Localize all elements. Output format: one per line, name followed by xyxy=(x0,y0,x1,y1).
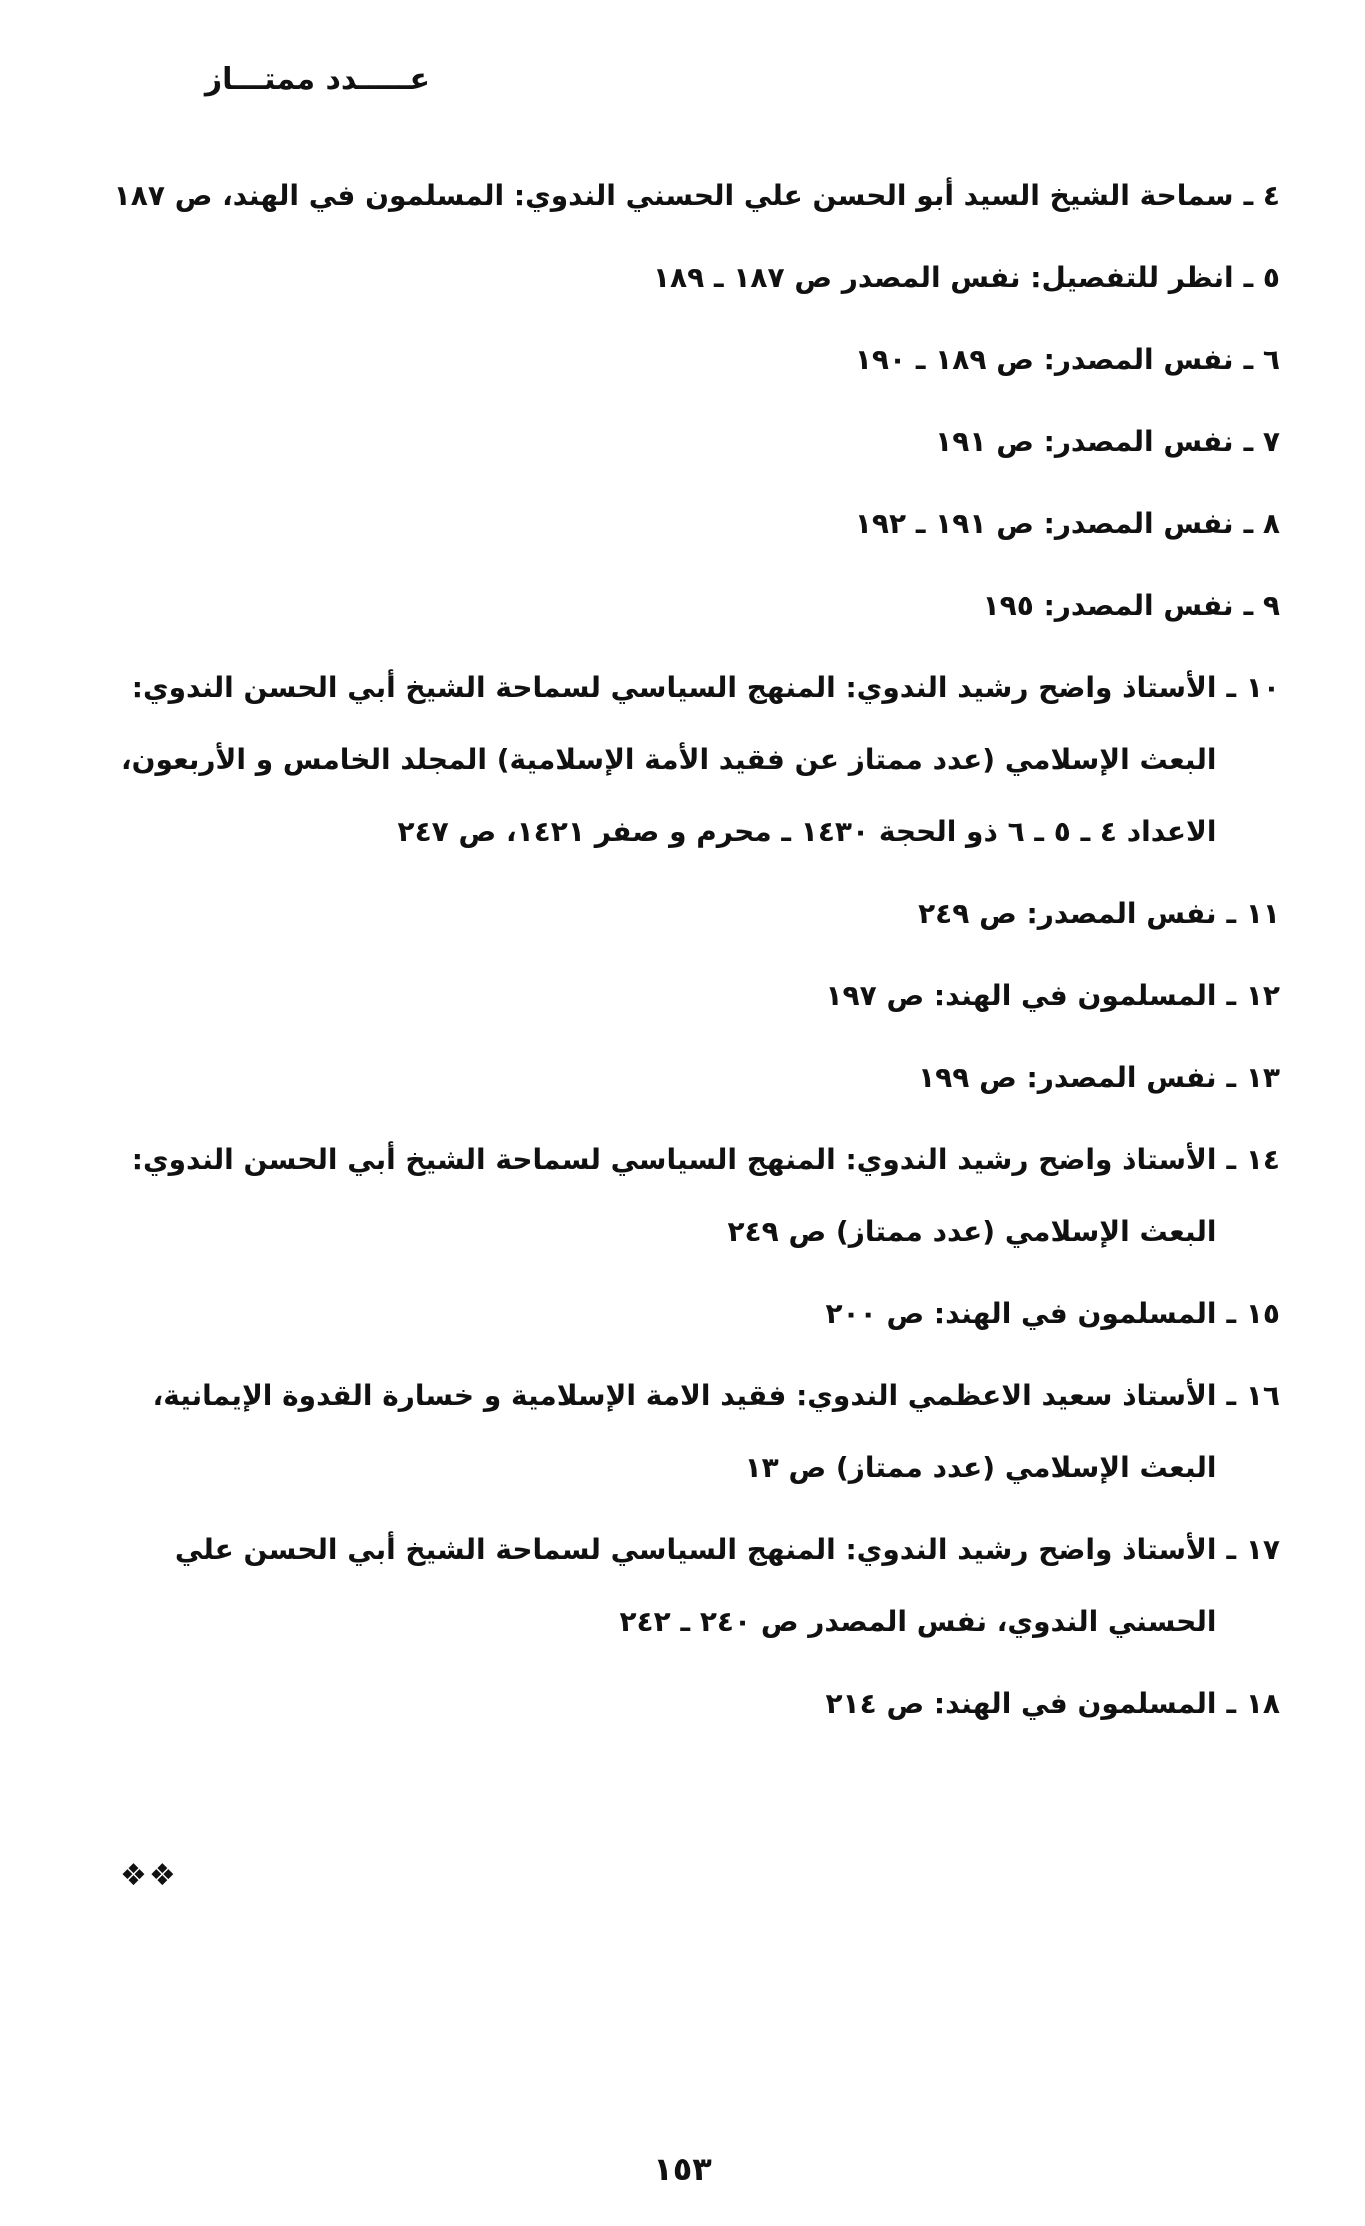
endnote xyxy=(100,1668,1280,1740)
endnote-text: سماحة الشيخ السيد أبو الحسن علي الحسني الندوي: المسلمون في الهند، ص ١٨٧ xyxy=(113,179,1234,212)
endnote xyxy=(100,1124,1280,1268)
endnote-text: نفس المصدر: ص ١٩٩ xyxy=(918,1061,1217,1094)
endnote xyxy=(100,488,1280,560)
endnote-text: الأستاذ سعيد الاعظمي الندوي: فقيد الامة الإسلامية و خسارة القدوة الإيمانية، البعث الإسلامي (عدد ممتاز) ص ١٣ xyxy=(152,1379,1217,1484)
endnote-text: نفس المصدر: ١٩٥ xyxy=(982,589,1234,622)
endnote xyxy=(100,160,1280,232)
endnote-number: ١٧ ـ xyxy=(1226,1533,1280,1566)
endnote-text: المسلمون في الهند: ص ٢٠٠ xyxy=(825,1297,1217,1330)
endnote-text: المسلمون في الهند: ص ١٩٧ xyxy=(825,979,1217,1012)
endnote-number: ٨ ـ xyxy=(1243,507,1280,540)
endnote xyxy=(100,242,1280,314)
endnote-text: نفس المصدر: ص ١٨٩ ـ ١٩٠ xyxy=(854,343,1234,376)
endnote-text: نفس المصدر: ص ٢٤٩ xyxy=(918,897,1217,930)
endnotes-list xyxy=(100,160,1280,1750)
endnote-number: ٩ ـ xyxy=(1243,589,1280,622)
endnote-number: ١٠ ـ xyxy=(1226,671,1280,704)
endnote xyxy=(100,1042,1280,1114)
endnote xyxy=(100,960,1280,1032)
endnote-text: الأستاذ واضح رشيد الندوي: المنهج السياسي لسماحة الشيخ أبي الحسن علي الحسني الندوي، نفس المصدر ص ٢٤٠ ـ ٢٤٢ xyxy=(174,1533,1217,1638)
endnote-number: ٦ ـ xyxy=(1243,343,1280,376)
endnote xyxy=(100,324,1280,396)
endnote-text: المسلمون في الهند: ص ٢١٤ xyxy=(825,1687,1217,1720)
endnote-text: نفس المصدر: ص ١٩١ ـ ١٩٢ xyxy=(854,507,1234,540)
endnote-number: ٤ ـ xyxy=(1243,179,1280,212)
running-header: عـــــدد ممتـــاز xyxy=(204,62,430,97)
endnote-number: ١٨ ـ xyxy=(1226,1687,1280,1720)
endnote xyxy=(100,878,1280,950)
endnote-text: انظر للتفصيل: نفس المصدر ص ١٨٧ ـ ١٨٩ xyxy=(652,261,1234,294)
endnote xyxy=(100,1278,1280,1350)
endnote-text: الأستاذ واضح رشيد الندوي: المنهج السياسي لسماحة الشيخ أبي الحسن الندوي: البعث الإسلامي (عدد ممتاز عن فقيد الأمة الإسلامية) المجلد الخامس و الأربعون، الاعداد ٤ ـ ٥ ـ ٦ ذو الحجة ١٤٣٠ ـ محرم و صفر ١٤٢١، ص ٢٤٧ xyxy=(120,671,1217,848)
endnote xyxy=(100,652,1280,868)
endnote-number: ١٥ ـ xyxy=(1226,1297,1280,1330)
page-number: ١٥٣ xyxy=(653,2150,712,2188)
endnote-number: ١١ ـ xyxy=(1226,897,1280,930)
endnote xyxy=(100,406,1280,478)
endnote xyxy=(100,1360,1280,1504)
endnote-number: ١٦ ـ xyxy=(1226,1379,1280,1412)
endnote-number: ١٣ ـ xyxy=(1226,1061,1280,1094)
diamond-ornament-icon: ❖❖ xyxy=(120,1858,178,1893)
endnote-number: ٥ ـ xyxy=(1243,261,1280,294)
endnote-text: نفس المصدر: ص ١٩١ xyxy=(935,425,1234,458)
endnote-number: ١٢ ـ xyxy=(1226,979,1280,1012)
endnote xyxy=(100,1514,1280,1658)
endnote xyxy=(100,570,1280,642)
endnote-number: ١٤ ـ xyxy=(1226,1143,1280,1176)
endnote-text: الأستاذ واضح رشيد الندوي: المنهج السياسي لسماحة الشيخ أبي الحسن الندوي: البعث الإسلامي (عدد ممتاز) ص ٢٤٩ xyxy=(131,1143,1217,1248)
endnote-number: ٧ ـ xyxy=(1243,425,1280,458)
